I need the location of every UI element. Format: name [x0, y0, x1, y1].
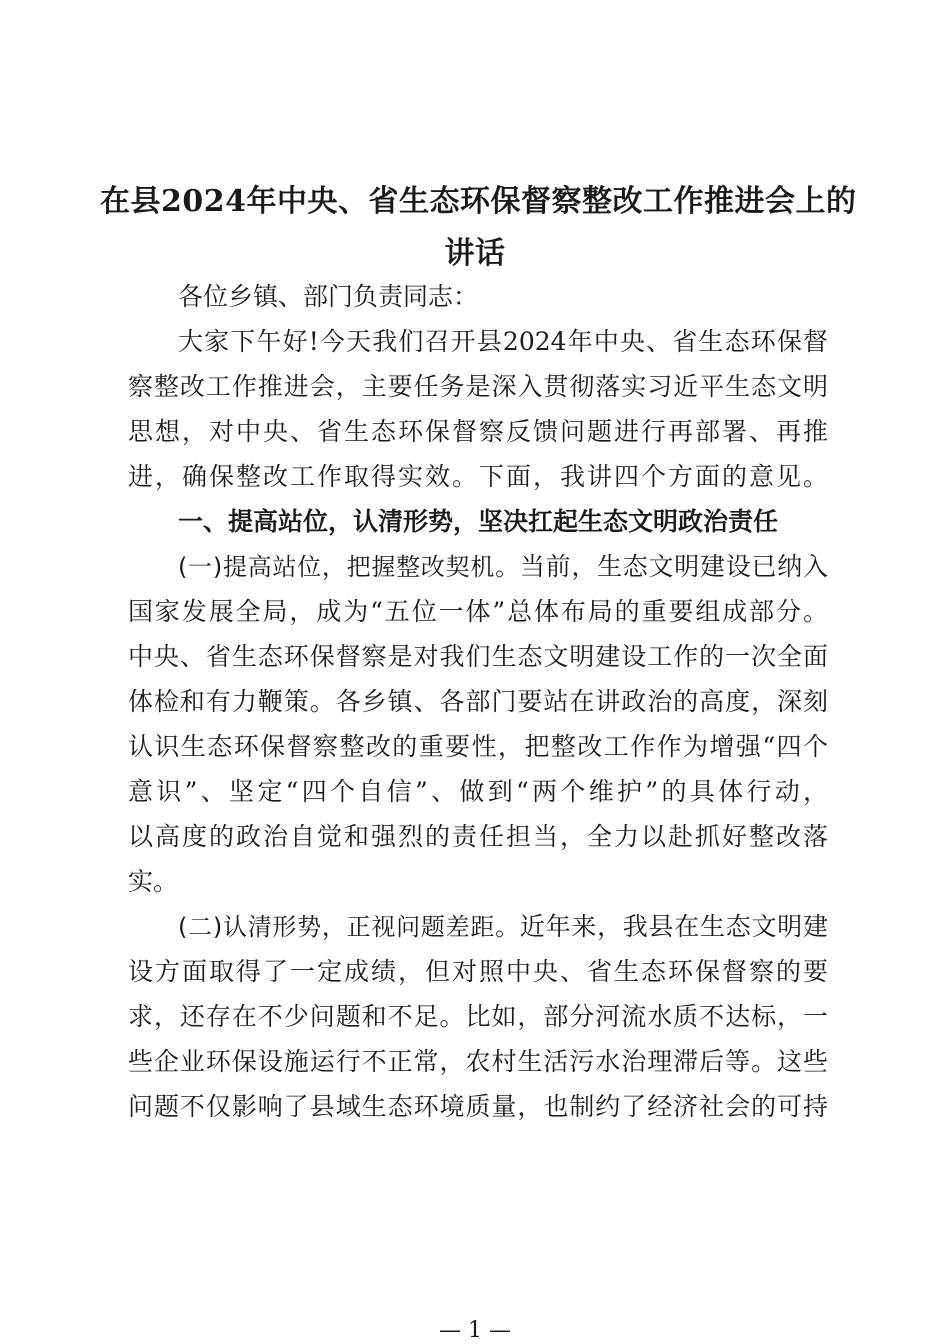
intro-line-4: 进，确保整改工作取得实效。下面，我讲四个方面的意见。 [128, 462, 828, 491]
item-1-line-5: 认识生态环保督察整改的重要性，把整改工作作为增强“四个 [128, 732, 828, 761]
item-2-text-1: 近年来，我县在生态文明建 [519, 912, 828, 941]
item-2-label: (二)认清形势，正视问题差距。 [178, 913, 520, 941]
item-1-line-7: 以高度的政治自觉和强烈的责任担当，全力以赴抓好整改落 [128, 822, 828, 851]
section-1-heading: 一、提高站位，认清形势，坚决扛起生态文明政治责任 [178, 507, 779, 536]
item-1-line-3: 中央、省生态环保督察是对我们生态文明建设工作的一次全面 [128, 642, 828, 671]
item-1-line-1 [178, 552, 828, 582]
item-2-line-5: 问题不仅影响了县域生态环境质量，也制约了经济社会的可持 [128, 1092, 828, 1121]
item-1-text-1: 当前，生态文明建设已纳入 [519, 552, 828, 581]
salutation: 各位乡镇、部门负责同志： [178, 282, 479, 311]
item-2-line-2: 设方面取得了一定成绩，但对照中央、省生态环保督察的要 [128, 957, 828, 986]
title-line-2: 讲话 [444, 236, 506, 271]
item-2-line-1 [178, 912, 828, 942]
page-number: — 1 — [439, 1318, 511, 1343]
intro-line-1: 大家下午好!今天我们召开县2024年中央、省生态环保督 [178, 327, 828, 356]
item-1-line-8: 实。 [128, 867, 179, 896]
item-1-line-6: 意识”、坚定“四个自信”、做到“两个维护”的具体行动， [128, 777, 828, 806]
intro-line-2: 察整改工作推进会，主要任务是深入贯彻落实习近平生态文明 [128, 372, 828, 401]
item-1-label: (一)提高站位，把握整改契机。 [178, 553, 520, 581]
intro-line-3: 思想，对中央、省生态环保督察反馈问题进行再部署、再推 [128, 417, 828, 446]
item-1-line-2: 国家发展全局，成为“五位一体”总体布局的重要组成部分。 [128, 597, 828, 626]
item-2-line-4: 些企业环保设施运行不正常，农村生活污水治理滞后等。这些 [128, 1047, 828, 1076]
title-line-1: 在县2024年中央、省生态环保督察整改工作推进会上的 [100, 184, 857, 219]
item-2-line-3: 求，还存在不少问题和不足。比如，部分河流水质不达标，一 [128, 1002, 828, 1031]
item-1-line-4: 体检和有力鞭策。各乡镇、各部门要站在讲政治的高度，深刻 [128, 687, 828, 716]
